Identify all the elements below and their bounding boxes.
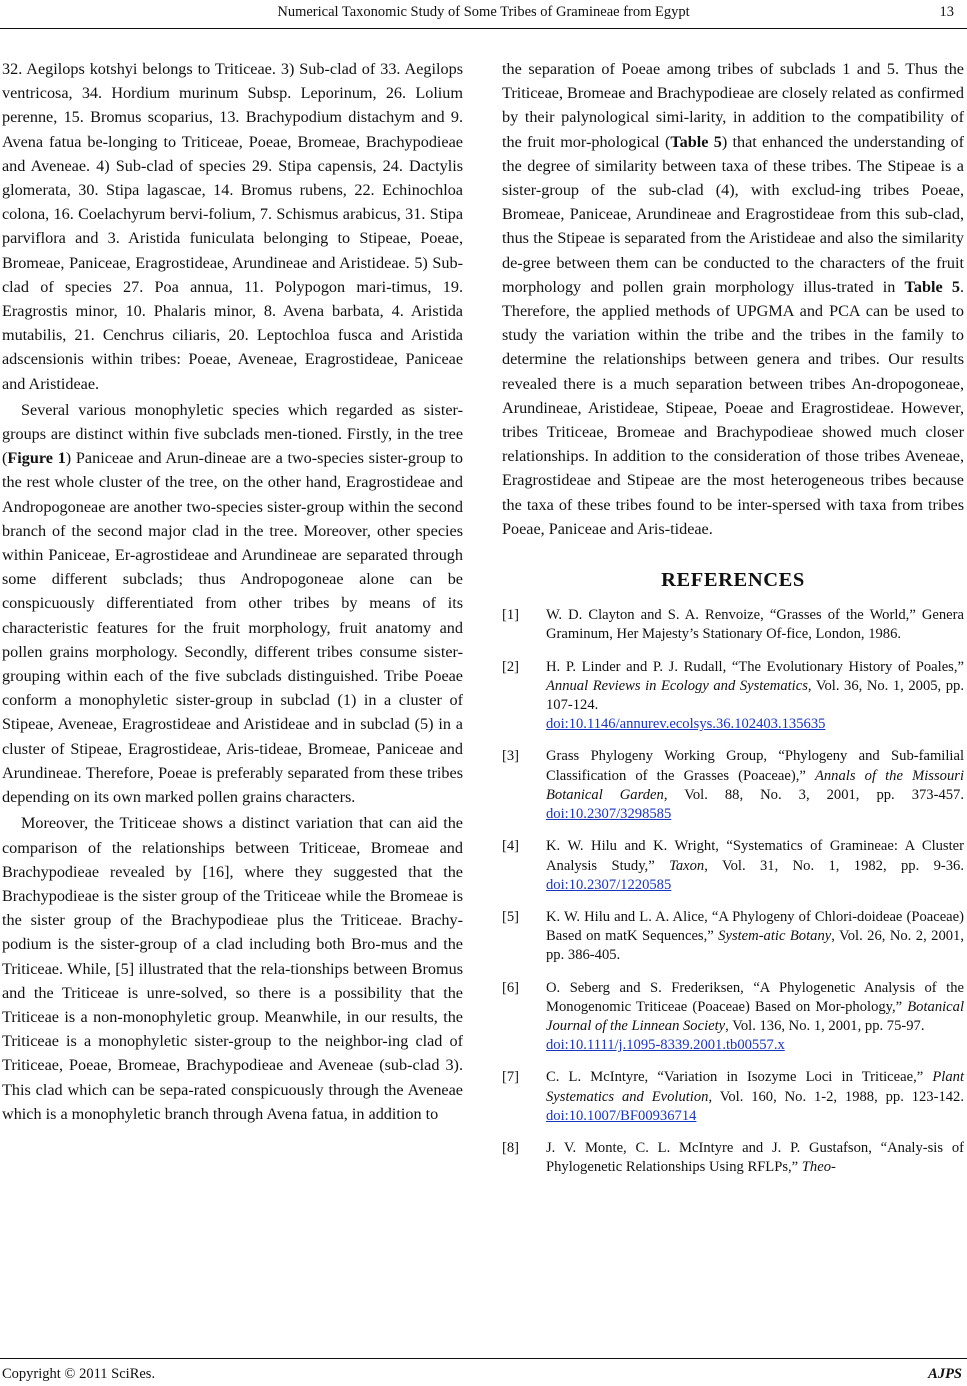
text-run: J. V. Monte, C. L. McIntyre and J. P. Gustafson, “Analy-sis of Phylogenetic Relationships Using RFLPs,” <box>546 1139 964 1176</box>
table-reference[interactable]: Table 5 <box>670 132 722 151</box>
reference-text <box>546 837 964 895</box>
reference-item <box>502 1139 964 1177</box>
reference-item <box>502 837 964 895</box>
reference-text: W. D. Clayton and S. A. Renvoize, “Grasses of the World,” Genera Graminum, Her Majesty’s Stationary Of-fice, London, 1986. <box>546 607 964 643</box>
left-paragraph-2 <box>2 398 463 809</box>
reference-number: [6] <box>502 979 520 996</box>
reference-item <box>502 1068 964 1126</box>
reference-number: [1] <box>502 607 520 624</box>
reference-text <box>546 908 964 966</box>
reference-number: [5] <box>502 908 520 925</box>
text-run: Grass Phylogeny Working Group, “Phylogeny and Sub-familial Classification of the Grasses (Poaceae),” <box>546 748 964 784</box>
text-run: C. L. McIntyre, “Variation in Isozyme Loci in Triticeae,” <box>546 1069 933 1086</box>
reference-journal: System-atic Botany <box>718 928 832 945</box>
table-reference[interactable]: Table 5 <box>904 277 960 296</box>
text-run: , Vol. 31, No. 1, 1982, pp. 9-36. <box>704 857 964 874</box>
footer-rule <box>0 1358 967 1359</box>
text-run: K. W. Hilu and K. Wright, “Systematics of Gramineae: A Cluster Analysis Study,” <box>546 838 964 874</box>
reference-item <box>502 979 964 1056</box>
reference-text <box>546 1139 964 1177</box>
left-paragraph-1: 32. Aegilops kotshyi belongs to Triticeae. 3) Sub-clad of 33. Aegilops ventricosa, 34. Hordium murinum Subsp. Leporinum, 26. Lolium perenne, 15. Bromus scoparius, 13. Brachypodium distachym and 9. Avena fatua be-longing to Triticeae, Poeae, Bromeae, Brachypodieae and Aveneae. 4) Sub-clad of species 29. Stipa capensis, 24. Dactylis glomerata, 30. Stipa lagascae, 14. Bromus rubens, 22. Echinochloa colona, 16. Coelachyrum bervi-folium, 7. Schismus arabicus, 31. Stipa parviflora and 3. Aristida funiculata belonging to Stipeae, Poeae, Bromeae, Paniceae, Eragrostideae, Arundineae and Aristideae. 5) Sub-clad of species 27. Poa annua, 11. Polypogon mari-timus, 19. Eragrostis minor, 10. Phalaris minor, 8. Avena barbata, 4. Aristida mutabilis, 21. Cenchrus ciliaris, 20. Leptochloa fusca and Aristida adscensionis within tribes: Poeae, Aveneae, Eragrostideae, Paniceae and Aristideae. <box>2 60 463 393</box>
reference-journal: Plant Systematics and Evolution <box>546 1069 964 1105</box>
reference-journal: Botanical Journal of the Linnean Society <box>546 998 964 1034</box>
reference-number: [3] <box>502 748 520 765</box>
doi-link[interactable]: doi:10.2307/1220585 <box>546 876 672 893</box>
text-run: ) Paniceae and Arun-dineae are a two-species sister-group to the rest whole cluster of the tree, on the other hand, Eragrostideae and Andropogoneae are another two-species sister-group within the second branch of the second major clad in the tree. Moreover, other species within Paniceae, Er-agrostideae and Arundineae are separated through some different subclads; thus Andropogoneae alone can be conspicuously differentiated from other tribes by means of its characteristic features for the fruit morphology, fruit anatomy and pollen grains morphology. Secondly, different tribes consume sister-grouping within each of the five subclads distinguished. Tribe Poeae conform a monophyletic sister-group in subclad (1) in a cluster of Stipeae, Aveneae, Eragrostideae and Aristideae and in subclad (5) in a cluster of Stipeae, Eragrostideae, Aris-tideae, Bromeae, Paniceae and Arundineae. Therefore, Poeae is preferably separated from these tribes depending on its own marked pollen grains characters. <box>2 449 463 807</box>
text-run: the separation of Poeae among tribes of subclads 1 and 5. Thus the Triticeae, Bromeae and Brachypodieae are closely related as confirmed by their palynological simi-larity, in addition to the compatibility of the fruit mor-phological ( <box>502 60 964 151</box>
reference-number: [7] <box>502 1069 520 1086</box>
running-header <box>0 4 967 24</box>
reference-journal: Annals of the Missouri Botanical Garden <box>546 767 964 803</box>
reference-item <box>502 747 964 824</box>
text-run: , Vol. 136, No. 1, 2001, pp. 75-97. <box>725 1017 925 1034</box>
reference-journal: Taxon <box>669 857 705 874</box>
running-title: Numerical Taxonomic Study of Some Tribes of Gramineae from Egypt <box>277 4 690 20</box>
page-number: 13 <box>939 4 954 20</box>
text-run: Several various monophyletic species which regarded as sister-groups are distinct within five subclads men-tioned. Firstly, in the tree ( <box>2 400 463 468</box>
doi-link[interactable]: doi:10.1146/annurev.ecolsys.36.102403.135635 <box>546 716 826 733</box>
text-run: , Vol. 88, No. 3, 2001, pp. 373-457. <box>663 786 965 803</box>
reference-number: [4] <box>502 838 520 855</box>
reference-text <box>546 979 964 1056</box>
text-run: , Vol. 36, No. 1, 2005, pp. 107-124. <box>546 677 965 714</box>
reference-text <box>546 747 964 824</box>
reference-number: [2] <box>502 658 520 675</box>
reference-journal: Annual Reviews in Ecology and Systematics <box>546 677 808 694</box>
right-column <box>502 57 964 1190</box>
journal-abbreviation: AJPS <box>928 1366 962 1382</box>
reference-item <box>502 606 964 644</box>
text-run: , Vol. 160, No. 1-2, 1988, pp. 123-142. <box>708 1088 964 1105</box>
reference-text <box>546 658 964 735</box>
left-paragraph-3: Moreover, the Triticeae shows a distinct variation that can aid the comparison of the relationships between Triticeae, Bromeae and Brachypodieae revealed by [16], where they suggested that the Brachypodieae is the sister group of the Triticeae while the Bromeae is the sister group of the Brachypodieae plus the Triticeae. Brachy-podium is the sister-group of a clad including both Bro-mus and the Triticeae. While, [5] illustrated that the rela-tionships between Bromus and the Triticeae is unre-solved, so there is a possibility that the Triticeae is a non-monophyletic group. Meanwhile, in our results, the Triticeae is a monophyletic sister-group to the neighbor-ing clad of Triticeae, Poeae, Bromeae, Brachypodieae and Aveneae (sub-clad 3). This clad which can be sepa-rated conspicuously through the Aveneae which is a monophyletic branch through Avena fatua, in addition to <box>2 814 463 1123</box>
reference-item <box>502 908 964 966</box>
doi-link[interactable]: doi:10.1111/j.1095-8339.2001.tb00557.x <box>546 1037 785 1054</box>
reference-journal: Theo- <box>801 1159 836 1176</box>
right-paragraph-1 <box>502 57 964 541</box>
figure-reference[interactable]: Figure 1 <box>7 449 66 468</box>
reference-item <box>502 658 964 735</box>
reference-text <box>546 1068 964 1126</box>
text-run: H. P. Linder and P. J. Rudall, “The Evolutionary History of Poales,” <box>546 658 964 675</box>
left-column <box>2 57 463 1126</box>
doi-link[interactable]: doi:10.2307/3298585 <box>546 806 672 823</box>
text-run: K. W. Hilu and L. A. Alice, “A Phylogeny of Chlori-doideae (Poaceae) Based on matK Sequences,” <box>546 908 964 945</box>
text-run: . Therefore, the applied methods of UPGMA and PCA can be used to study the variation within the tribe and the tribes in the family to determine the relationships between genera and tribes. Our results revealed there is a much separation between tribes An-dropogoneae, Arundineae, Aristideae, Stipeae, Poeae and Eragrostideae. However, tribes Triticeae, Bromeae and Brachypodieae showed much closer relationships. In addition to the consideration of those tribes Aveneae, Eragrostideae and Stipeae are the most heterogeneous tribes because the taxa of these tribes found to be inter-spersed with taxa from tribes Poeae, Paniceae and Aris-tideae. <box>502 277 964 538</box>
text-run: , Vol. 26, No. 2, 2001, pp. 386-405. <box>546 928 964 964</box>
text-run: ) that enhanced the understanding of the degree of similarity between taxa of these tribes. The Stipeae is a sister-group of the sub-clad (4), with exclud-ing tribes Poeae, Bromeae, Paniceae, Arundineae and Eragrostideae from this sub-clad, thus the Stipeae is separated from the Aristideae and also the similarity de-gree between them can be conducted to the characters of the fruit morphology and pollen grain morphology illus-trated in <box>502 132 964 296</box>
doi-link[interactable]: doi:10.1007/BF00936714 <box>546 1107 697 1124</box>
text-run: O. Seberg and S. Frederiksen, “A Phylogenetic Analysis of the Monogenomic Triticeae (Poaceae) Based on Mor-phology,” <box>546 979 964 1015</box>
header-rule <box>0 28 967 29</box>
reference-number: [8] <box>502 1139 520 1156</box>
copyright-notice: Copyright © 2011 SciRes. <box>2 1366 156 1382</box>
references-heading: REFERENCES <box>661 569 805 592</box>
